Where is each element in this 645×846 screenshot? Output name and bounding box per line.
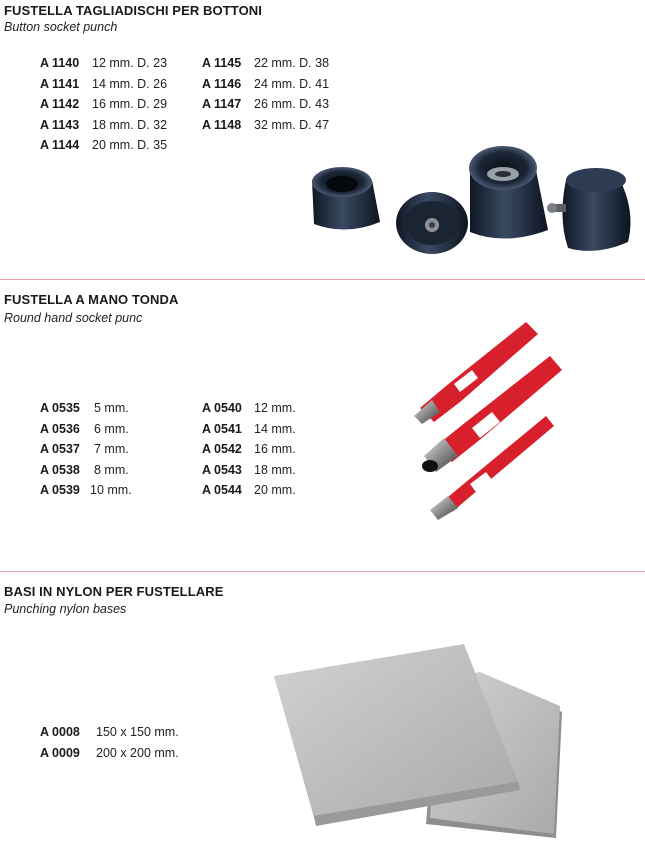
button-socket-punch-photo — [300, 140, 640, 260]
item-desc: 7 mm. — [94, 442, 129, 456]
list-item — [40, 398, 132, 419]
section-1-right-list — [202, 53, 329, 135]
section-1-title: FUSTELLA TAGLIADISCHI PER BOTTONI — [4, 3, 262, 18]
list-item — [40, 480, 132, 501]
item-desc: 150 x 150 mm. — [96, 725, 179, 739]
item-code: A 0537 — [40, 442, 80, 456]
item-code: A 0009 — [40, 745, 80, 760]
item-code: A 0539 — [40, 483, 80, 497]
item-desc: 32 mm. D. 47 — [254, 117, 330, 132]
list-item — [40, 115, 167, 136]
item-code: A 1144 — [40, 138, 80, 152]
item-code: A 1141 — [40, 76, 80, 91]
list-item — [202, 115, 329, 136]
list-item — [40, 743, 179, 764]
section-2-subtitle: Round hand socket punc — [4, 311, 143, 325]
item-desc: 12 mm. — [254, 401, 296, 415]
list-item — [202, 480, 296, 501]
item-code: A 0543 — [202, 462, 242, 477]
item-code: A 0008 — [40, 725, 80, 739]
section-3-left-list — [40, 722, 179, 763]
item-code: A 1147 — [202, 97, 242, 111]
section-3-subtitle: Punching nylon bases — [4, 602, 127, 616]
item-desc: 16 mm. — [254, 442, 296, 456]
list-item — [40, 53, 167, 74]
item-code: A 1143 — [40, 117, 80, 132]
item-desc: 14 mm. D. 26 — [92, 76, 168, 91]
list-item — [40, 722, 179, 743]
item-code: A 1142 — [40, 97, 80, 111]
item-desc: 24 mm. D. 41 — [254, 76, 330, 91]
section-divider — [0, 279, 645, 280]
hand-socket-punch-photo — [408, 312, 568, 532]
item-desc: 20 mm. — [254, 483, 296, 497]
item-desc: 22 mm. D. 38 — [254, 56, 330, 70]
item-code: A 0541 — [202, 421, 242, 436]
item-desc: 12 mm. D. 23 — [92, 56, 168, 70]
item-code: A 0538 — [40, 462, 80, 477]
section-1-left-list — [40, 53, 167, 156]
item-desc: 14 mm. — [254, 421, 296, 436]
item-desc: 5 mm. — [94, 401, 129, 415]
item-code: A 1146 — [202, 76, 242, 91]
item-code: A 0544 — [202, 483, 242, 497]
item-desc: 20 mm. D. 35 — [92, 138, 168, 152]
item-desc: 26 mm. D. 43 — [254, 97, 330, 111]
list-item — [40, 135, 167, 156]
item-desc: 10 mm. — [90, 483, 132, 497]
section-3-title: BASI IN NYLON PER FUSTELLARE — [4, 584, 224, 599]
list-item — [202, 53, 329, 74]
list-item — [40, 94, 167, 115]
section-2-right-list — [202, 398, 296, 501]
list-item — [40, 439, 132, 460]
section-2-title: FUSTELLA A MANO TONDA — [4, 292, 179, 307]
item-code: A 0536 — [40, 421, 80, 436]
item-desc: 18 mm. — [254, 462, 296, 477]
list-item — [40, 419, 132, 440]
item-code: A 0535 — [40, 401, 80, 415]
item-desc: 16 mm. D. 29 — [92, 97, 168, 111]
list-item — [202, 74, 329, 95]
item-desc: 8 mm. — [94, 462, 129, 477]
item-code: A 0542 — [202, 442, 242, 456]
item-code: A 1140 — [40, 56, 80, 70]
list-item — [202, 94, 329, 115]
item-code: A 1148 — [202, 117, 242, 132]
item-code: A 0540 — [202, 401, 242, 415]
list-item — [202, 398, 296, 419]
list-item — [202, 460, 296, 481]
list-item — [40, 460, 132, 481]
item-desc: 200 x 200 mm. — [96, 745, 179, 760]
list-item — [202, 419, 296, 440]
nylon-base-photo — [270, 640, 570, 844]
list-item — [202, 439, 296, 460]
section-1-subtitle: Button socket punch — [4, 20, 118, 34]
section-2-left-list — [40, 398, 132, 501]
item-code: A 1145 — [202, 56, 242, 70]
item-desc: 6 mm. — [94, 421, 129, 436]
section-divider — [0, 571, 645, 572]
list-item — [40, 74, 167, 95]
item-desc: 18 mm. D. 32 — [92, 117, 168, 132]
